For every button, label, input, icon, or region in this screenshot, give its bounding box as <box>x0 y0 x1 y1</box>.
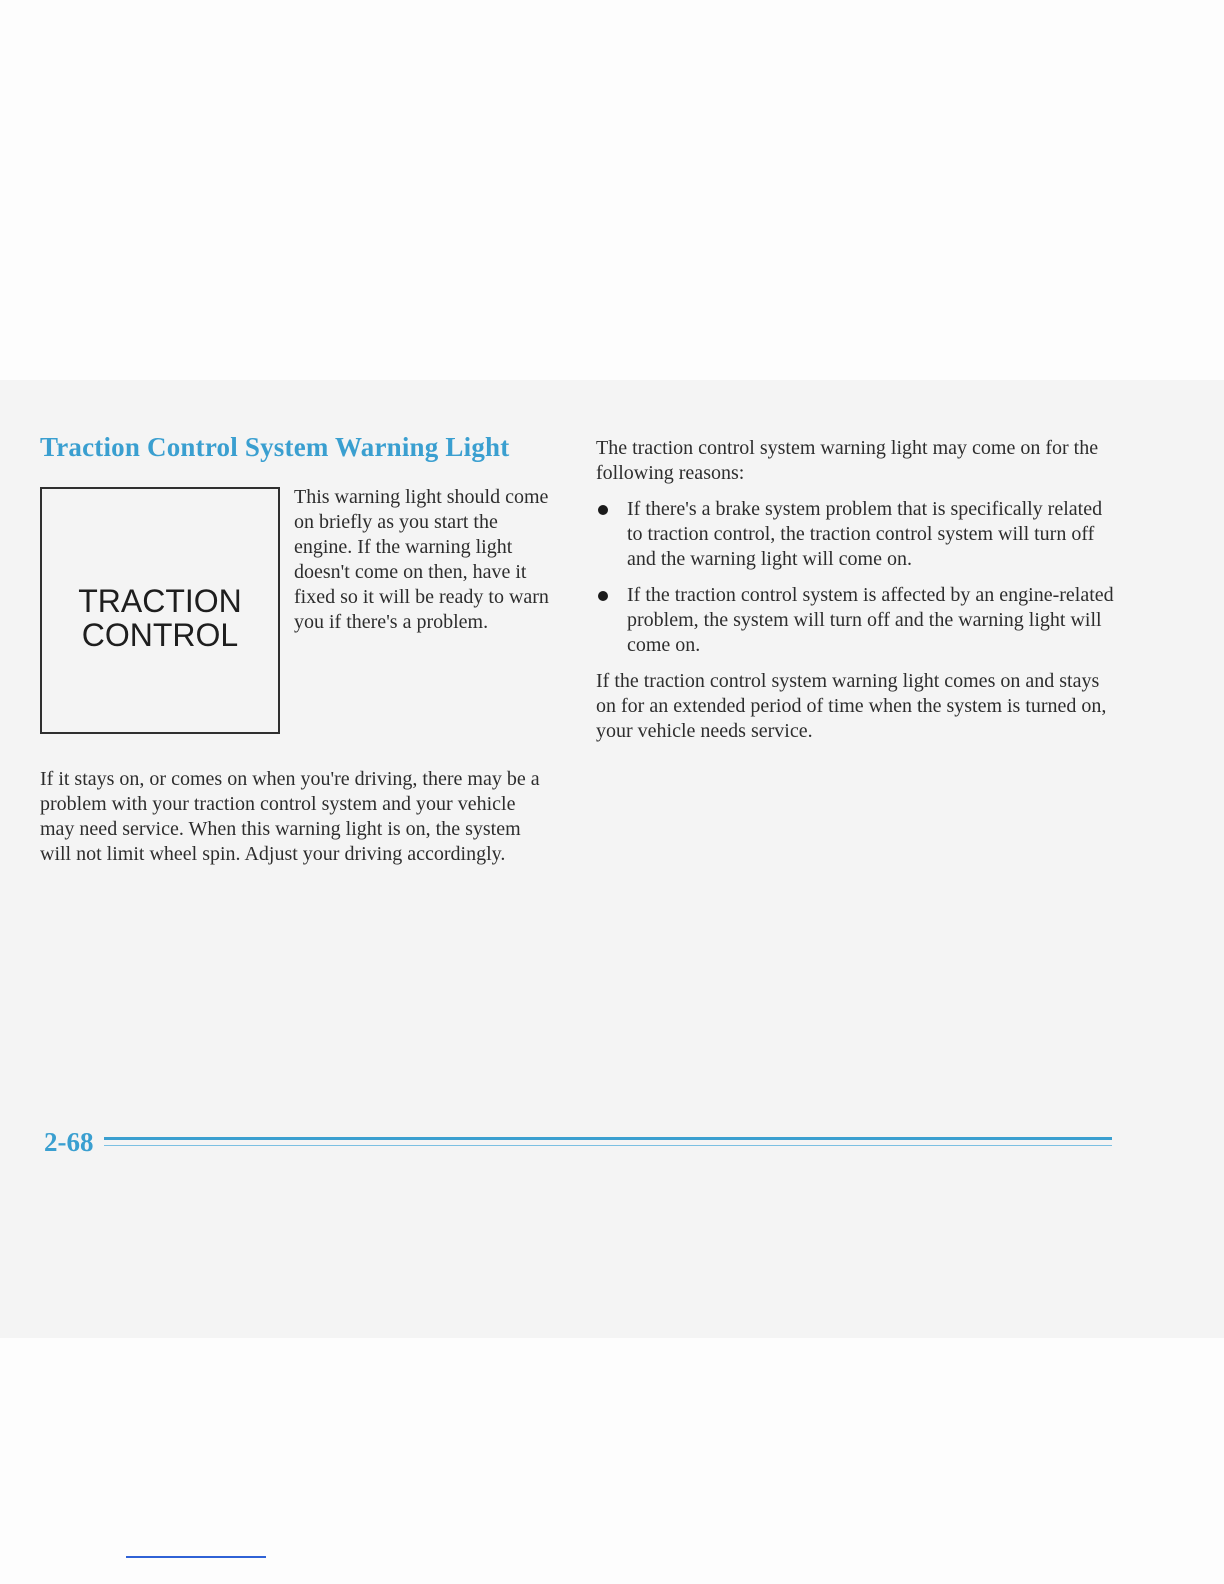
section-title: Traction Control System Warning Light <box>40 432 510 462</box>
bottom-mark <box>126 1556 266 1558</box>
footer-rule-thick <box>104 1137 1112 1140</box>
indicator-line-2: CONTROL <box>81 617 239 653</box>
bullet-icon <box>598 505 608 515</box>
bullet-icon <box>598 591 608 601</box>
page-number: 2-68 <box>44 1127 94 1157</box>
warning-paragraph: If it stays on, or comes on when you're driving, there may be a problem with your traction control system and your vehicle may need service. When this warning light is on, the system will not limit wheel spin. Adjust your driving accordingly. <box>40 768 540 865</box>
footer-rule-thin <box>104 1145 1112 1146</box>
reasons-list <box>596 497 1116 669</box>
indicator-label <box>42 584 278 652</box>
traction-control-indicator <box>40 487 280 734</box>
list-item-text: If there's a brake system problem that is specifically related to traction control, the traction control system will turn off and the warning light will come on. <box>627 498 1103 570</box>
list-item <box>596 497 1116 572</box>
list-item-text: If the traction control system is affected by an engine-related problem, the system will turn off and the warning light will come on. <box>627 584 1114 656</box>
indicator-line-1: TRACTION <box>78 583 242 619</box>
list-item <box>596 583 1116 658</box>
indicator-description: This warning light should come on briefly as you start the engine. If the warning light doesn't come on then, have it fixed so it will be ready to warn you if there's a problem. <box>294 486 549 633</box>
reasons-intro: The traction control system warning light may come on for the following reasons: <box>596 437 1099 484</box>
service-paragraph: If the traction control system warning light comes on and stays on for an extended period of time when the system is turned on, your vehicle needs service. <box>596 670 1107 742</box>
footer-rule <box>104 1137 1112 1146</box>
